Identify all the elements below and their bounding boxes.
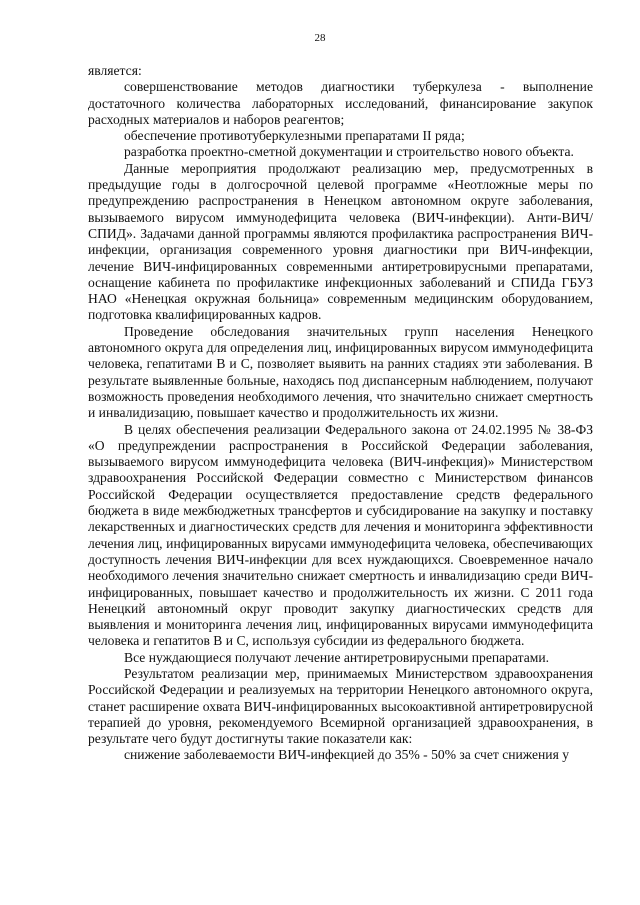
- page-number: 28: [314, 32, 326, 44]
- paragraph: Результатом реализации мер, принимаемых Министерством здравоохранения Российской Федерации и реализуемых на территории Ненецкого автономного округа, станет расширение охвата ВИЧ-инфицированных высокоактивной антиретровирусной терапией до уровня, рекомендуемого Всемирной организацией здравоохранения, в результате чего будут достигнуты такие показатели как:: [88, 665, 593, 747]
- paragraph: В целях обеспечения реализации Федерального закона от 24.02.1995 № 38-ФЗ «О предупреждении распространения в Российской Федерации заболевания, вызываемого вирусом иммунодефицита человека (ВИЧ-инфекция)» Министерством здравоохранения Российской Федерации совместно с Министерством финансов Российской Федерации осуществляется предоставление средств федерального бюджета в виде межбюджетных трансфертов и субсидирование на закупку и поставку лекарственных и диагностических средств для лечения и мониторинга эффективности лечения лиц, инфицированных вирусами иммунодефицита человека, обеспечивающих доступность лечения ВИЧ-инфекции для всех нуждающихся. Своевременное начало необходимого лечения значительно снижает смертность и инвалидизацию среди ВИЧ-инфицированных, повышает качество и продолжительность их жизни. С 2011 года Ненецкий автономный округ проводит закупку диагностических средств для выявления и мониторинга лечения лиц, инфицированных вирусами иммунодефицита человека и гепатитов В и С, используя субсидии из федерального бюджета.: [88, 421, 593, 649]
- paragraph: Проведение обследования значительных групп населения Ненецкого автономного округа для определения лиц, инфицированных вирусом иммунодефицита человека, гепатитами В и С, позволяет выявить на ранних стадиях эти заболевания. В результате выявленные больные, находясь под диспансерным наблюдением, получают возможность проведения необходимого лечения, что значительно снижает смертность и инвалидизацию, повышает качество и продолжительность их жизни.: [88, 323, 593, 421]
- paragraph: разработка проектно-сметной документации и строительство нового объекта.: [124, 144, 574, 160]
- document-body: [88, 63, 593, 764]
- paragraph: является:: [88, 63, 142, 78]
- paragraph: Все нуждающиеся получают лечение антиретровирусными препаратами.: [124, 649, 550, 665]
- paragraph: обеспечение противотуберкулезными препаратами II ряда;: [124, 128, 465, 144]
- paragraph: снижение заболеваемости ВИЧ-инфекцией до 35% - 50% за счет снижения у: [124, 747, 570, 763]
- paragraph: совершенствование методов диагностики туберкулеза - выполнение достаточного количества лабораторных исследований, финансирование закупок расходных материалов и наборов реагентов;: [88, 79, 593, 127]
- paragraph: Данные мероприятия продолжают реализацию мер, предусмотренных в предыдущие годы в долгосрочной целевой программе «Неотложные меры по предупреждению распространения в Ненецком автономном округе заболевания, вызываемого вирусом иммунодефицита человека (ВИЧ-инфекции). Анти-ВИЧ/СПИД». Задачами данной программы являются профилактика распространения ВИЧ-инфекции, организация современного уровня диагностики при ВИЧ-инфекции, лечение ВИЧ-инфицированных современными антиретровирусными препаратами, оснащение кабинета по профилактике инфекционных заболеваний и СПИДа ГБУЗ НАО «Ненецкая окружная больница» современным медицинским оборудованием, подготовка квалифицированных кадров.: [88, 160, 593, 323]
